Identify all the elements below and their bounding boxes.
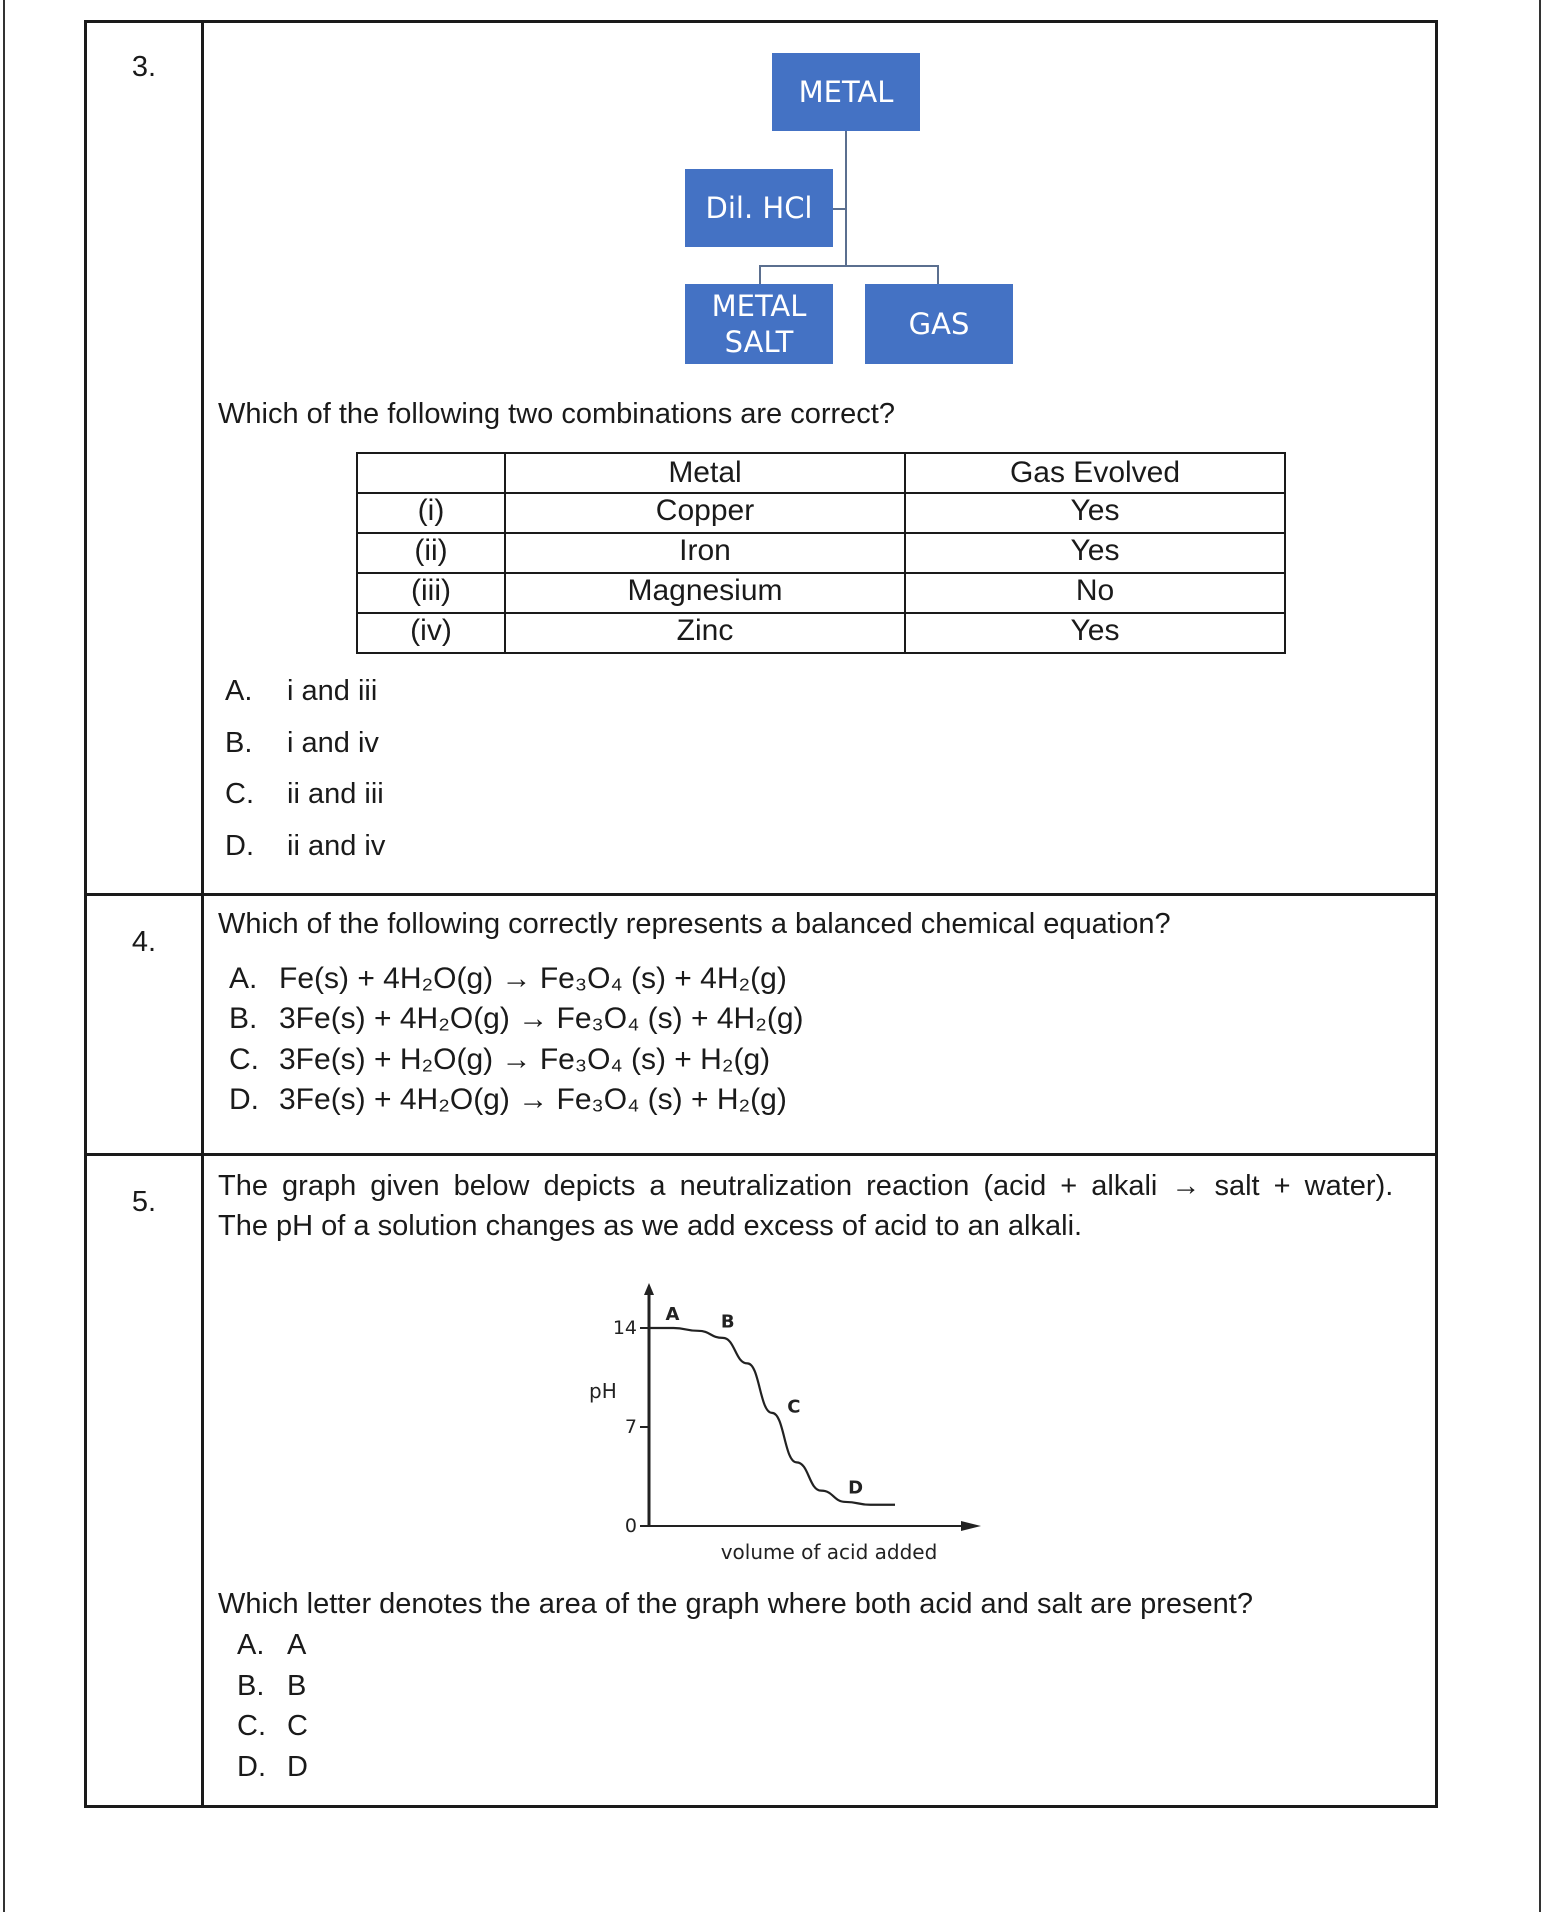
question-intro-line-1	[218, 1170, 1422, 1203]
flowchart-gas-box	[865, 284, 1013, 364]
option-letter: D.	[229, 1083, 259, 1116]
table-cell: Copper	[505, 493, 905, 533]
question-number: 5.	[131, 1186, 157, 1218]
table-cell: No	[905, 573, 1285, 613]
option-b[interactable]	[225, 727, 379, 760]
table-cell: (iii)	[357, 573, 505, 613]
option-a[interactable]	[229, 962, 787, 996]
flowchart-connector-horizontal	[759, 265, 939, 267]
option-text: 3Fe(s) + H₂O(g) → Fe₃O₄ (s) + H₂(g)	[279, 1043, 771, 1076]
option-text: D	[287, 1751, 308, 1783]
option-letter: B.	[237, 1670, 265, 1702]
option-text: i and iii	[287, 675, 378, 707]
question-body-5	[203, 1155, 1437, 1807]
table-header-cell: Metal	[505, 453, 905, 493]
option-letter: B.	[225, 727, 253, 759]
option-letter: C.	[225, 778, 254, 810]
question-text: Which letter denotes the area of the graph where both acid and salt are present?	[218, 1588, 1253, 1620]
table-cell: Iron	[505, 533, 905, 573]
option-text: B	[287, 1670, 307, 1702]
question-row-5	[86, 1155, 1437, 1807]
option-letter: B.	[229, 1002, 258, 1035]
question-number-cell	[86, 895, 203, 1155]
flowchart-metal-label: METAL	[798, 75, 894, 109]
y-axis-label: pH	[589, 1379, 617, 1403]
option-text: C	[287, 1710, 308, 1742]
flowchart-connector-salt	[759, 265, 761, 284]
question-intro-line-2: The pH of a solution changes as we add excess of acid to an alkali.	[218, 1210, 1083, 1242]
question-row-3	[86, 22, 1437, 895]
option-text: ii and iii	[287, 778, 384, 810]
flowchart-salt-label-1: METAL	[711, 289, 807, 323]
curve-point-label: B	[720, 1311, 735, 1333]
table-row	[357, 573, 1285, 613]
table-cell: (ii)	[357, 533, 505, 573]
table-cell: Yes	[905, 533, 1285, 573]
y-axis-arrow	[644, 1283, 654, 1295]
question-body-4	[203, 895, 1437, 1155]
option-letter: C.	[229, 1043, 259, 1076]
table-cell: (i)	[357, 493, 505, 533]
option-d[interactable]	[229, 1083, 787, 1117]
combination-table	[356, 452, 1286, 654]
flowchart-metal-box	[772, 53, 920, 131]
x-axis-label: volume of acid added	[720, 1540, 938, 1564]
option-a[interactable]	[225, 675, 377, 708]
flowchart-gas-label: GAS	[908, 307, 970, 341]
question-text: Which of the following correctly represents a balanced chemical equation?	[218, 908, 1171, 940]
flowchart-acid-box	[685, 169, 833, 247]
y-tick-label: 0	[624, 1515, 637, 1537]
table-row	[357, 493, 1285, 533]
flowchart-acid-label: Dil. HCl	[705, 191, 813, 225]
question-text: Which of the following two combinations are correct?	[218, 398, 895, 430]
curve-point-label: C	[787, 1396, 801, 1418]
question-table	[84, 20, 1438, 1808]
option-letter: D.	[237, 1751, 266, 1783]
table-cell: Magnesium	[505, 573, 905, 613]
table-header-cell	[357, 453, 505, 493]
table-row	[357, 613, 1285, 653]
option-text: 3Fe(s) + 4H₂O(g) → Fe₃O₄ (s) + H₂(g)	[279, 1083, 787, 1116]
question-body-3	[203, 22, 1437, 895]
question-row-4	[86, 895, 1437, 1155]
option-letter: A.	[237, 1629, 265, 1661]
table-header-cell: Gas Evolved	[905, 453, 1285, 493]
option-b[interactable]	[237, 1670, 306, 1703]
table-cell: Yes	[905, 613, 1285, 653]
flowchart-connector-gas	[937, 265, 939, 284]
option-letter: D.	[225, 830, 254, 862]
question-number: 3.	[131, 51, 157, 83]
table-row	[357, 533, 1285, 573]
option-c[interactable]	[225, 778, 384, 811]
question-number: 4.	[131, 926, 157, 958]
option-c[interactable]	[229, 1043, 770, 1077]
table-cell: Zinc	[505, 613, 905, 653]
option-a[interactable]	[237, 1629, 306, 1662]
y-tick-label: 14	[612, 1317, 637, 1339]
question-intro-text-1: The graph given below depicts a neutralization reaction (acid + alkali → salt + water).	[218, 1170, 1394, 1202]
ph-titration-chart	[554, 1276, 984, 1576]
option-text: ii and iv	[287, 830, 386, 862]
option-b[interactable]	[229, 1002, 804, 1036]
flowchart-connector-acid	[833, 208, 845, 210]
curve-point-label: D	[848, 1477, 864, 1499]
option-d[interactable]	[237, 1751, 308, 1784]
table-cell: (iv)	[357, 613, 505, 653]
option-c[interactable]	[237, 1710, 308, 1743]
flowchart-connector-vertical	[845, 131, 847, 265]
option-d[interactable]	[225, 830, 385, 863]
option-letter: A.	[225, 675, 253, 707]
table-cell: Yes	[905, 493, 1285, 533]
option-text: 3Fe(s) + 4H₂O(g) → Fe₃O₄ (s) + 4H₂(g)	[279, 1002, 804, 1035]
flowchart-salt-label-2: SALT	[724, 325, 794, 359]
question-number-cell	[86, 22, 203, 895]
flowchart-salt-box	[685, 284, 833, 364]
option-text: Fe(s) + 4H₂O(g) → Fe₃O₄ (s) + 4H₂(g)	[279, 962, 787, 995]
curve-point-label: A	[665, 1304, 680, 1325]
option-letter: A.	[229, 962, 258, 995]
y-tick-label: 7	[624, 1416, 637, 1438]
option-letter: C.	[237, 1710, 266, 1742]
x-axis-arrow	[961, 1521, 981, 1531]
question-number-cell	[86, 1155, 203, 1807]
table-header-row	[357, 453, 1285, 493]
option-text: i and iv	[287, 727, 379, 759]
option-text: A	[287, 1629, 307, 1661]
